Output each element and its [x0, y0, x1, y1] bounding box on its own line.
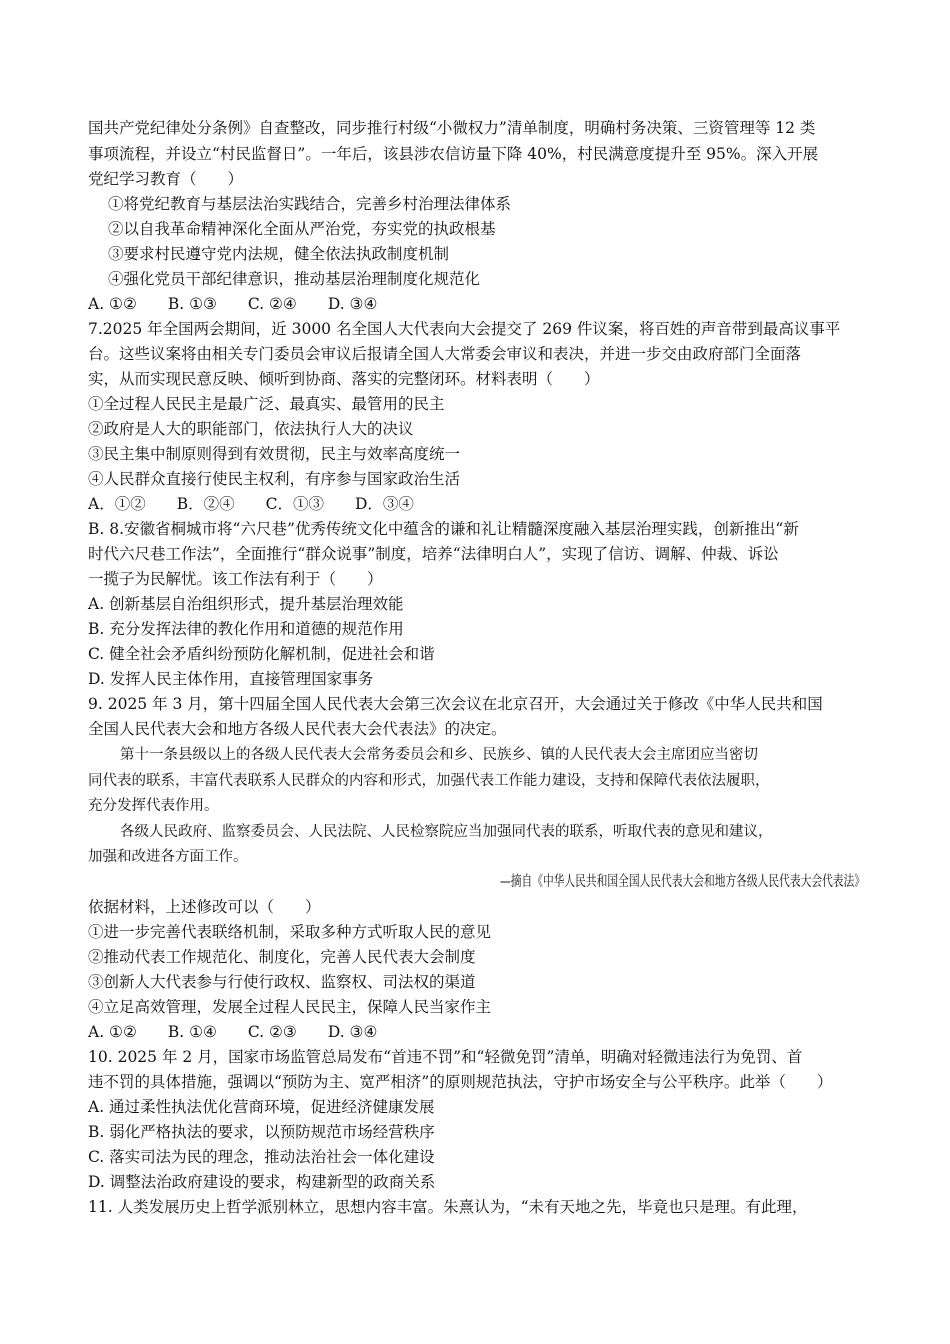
q8-option-c: C. 健全社会矛盾纠纷预防化解机制，促进社会和谐 [88, 645, 435, 663]
q9-excerpt-line-1: 第十一条县级以上的各级人民代表大会常务委员会和乡、民族乡、镇的人民代表大会主席团应当密切 [120, 747, 758, 763]
q6-stem-line-2: 事项流程，并设立“村民监督日”。一年后，该县涉农信访量下降 40%，村民满意度提升至 95%。深入开展 [88, 145, 819, 163]
q9-excerpt-source: —摘自《中华人民共和国全国人民代表大会和地方各级人民代表大会代表法》 [500, 874, 866, 890]
q9-options: A. ①② B. ①④ C. ②③ D. ③④ [88, 1023, 378, 1041]
q7-statement-2: ②政府是人大的职能部门，依法执行人大的决议 [88, 420, 414, 438]
q9-excerpt-line-3: 充分发挥代表作用。 [88, 798, 219, 814]
q9-statement-3: ③创新人大代表参与行使行政权、监察权、司法权的渠道 [88, 973, 476, 991]
q8-stem-line-2: 时代六尺巷工作法”，全面推行“群众说事”制度，培养“法律明白人”，实现了信访、调解、仲裁、诉讼 [88, 545, 779, 563]
q9-question: 依据材料，上述修改可以（ ） [88, 898, 321, 916]
q9-stem-line-2: 全国人民代表大会和地方各级人民代表大会代表法》的决定。 [88, 720, 507, 738]
q7-statement-1: ①全过程人民民主是最广泛、最真实、最管用的民主 [88, 395, 445, 413]
q8-option-d: D. 发挥人民主体作用，直接管理国家事务 [88, 670, 374, 688]
q10-option-c: C. 落实司法为民的理念，推动法治社会一体化建设 [88, 1148, 435, 1166]
q9-excerpt-line-4: 各级人民政府、监察委员会、人民法院、人民检察院应当加强同代表的联系，听取代表的意见和建议， [120, 824, 773, 840]
q6-options: A. ①② B. ①③ C. ②④ D. ③④ [88, 295, 378, 313]
q9-excerpt-line-5: 加强和改进各方面工作。 [88, 849, 248, 865]
q7-statement-4: ④人民群众直接行使民主权利，有序参与国家政治生活 [88, 470, 461, 488]
q6-statement-1: ①将党纪教育与基层法治实践结合，完善乡村治理法律体系 [108, 195, 512, 213]
q10-option-b: B. 弱化严格执法的要求，以预防规范市场经营秩序 [88, 1123, 435, 1141]
q10-option-a: A. 通过柔性执法优化营商环境，促进经济健康发展 [88, 1098, 435, 1116]
q6-stem-line-3: 党纪学习教育（ ） [88, 170, 244, 188]
q9-excerpt-line-2: 同代表的联系，丰富代表联系人民群众的内容和形式，加强代表工作能力建设，支持和保障代表依法履职， [88, 773, 770, 789]
q8-option-a: A. 创新基层自治组织形式，提升基层治理效能 [88, 595, 404, 613]
q7-stem-line-2: 台。这些议案将由相关专门委员会审议后报请全国人大常委会审议和表决，并进一步交由政府部门全面落 [88, 345, 802, 363]
q9-statement-2: ②推动代表工作规范化、制度化，完善人民代表大会制度 [88, 948, 476, 966]
q10-stem-line-1: 10. 2025 年 2 月，国家市场监管总局发布“首违不罚”和“轻微免罚”清单，明确对轻微违法行为免罚、首 [88, 1048, 803, 1066]
q6-statement-3: ③要求村民遵守党内法规，健全依法执政制度机制 [108, 245, 450, 263]
q8-stem-line-3: 一揽子为民解忧。该工作法有利于（ ） [88, 570, 383, 588]
q7-options: A．①② B．②④ C．①③ D．③④ [88, 495, 414, 513]
q6-statement-4: ④强化党员干部纪律意识，推动基层治理制度化规范化 [108, 270, 481, 288]
q6-statement-2: ②以自我革命精神深化全面从严治党，夯实党的执政根基 [108, 220, 496, 238]
q10-option-d: D. 调整法治政府建设的要求，构建新型的政商关系 [88, 1173, 436, 1191]
q8-option-b: B. 充分发挥法律的教化作用和道德的规范作用 [88, 620, 404, 638]
q8-stem-line-1: B. 8.安徽省桐城市将“六尺巷”优秀传统文化中蕴含的谦和礼让精髓深度融入基层治理实践，创新推出“新 [88, 520, 799, 538]
q10-stem-line-2: 违不罚的具体措施，强调以“预防为主、宽严相济”的原则规范执法，守护市场安全与公平秩序。此举（ ） [88, 1073, 833, 1091]
q7-stem-line-1: 7.2025 年全国两会期间，近 3000 名全国人大代表向大会提交了 269 件议案，将百姓的声音带到最高议事平 [88, 320, 841, 338]
q9-stem-line-1: 9. 2025 年 3 月，第十四届全国人民代表大会第三次会议在北京召开，大会通过关于修改《中华人民共和国 [88, 695, 823, 713]
q9-statement-4: ④立足高效管理，发展全过程人民民主，保障人民当家作主 [88, 998, 492, 1016]
q7-stem-line-3: 实，从而实现民意反映、倾听到协商、落实的完整闭环。材料表明（ ） [88, 370, 600, 388]
q7-statement-3: ③民主集中制原则得到有效贯彻，民主与效率高度统一 [88, 445, 461, 463]
q9-statement-1: ①进一步完善代表联络机制，采取多种方式听取人民的意见 [88, 923, 492, 941]
q11-stem-line-1: 11. 人类发展历史上哲学派别林立，思想内容丰富。朱熹认为，“未有天地之先，毕竟也只是理。有此理， [88, 1198, 808, 1216]
q6-stem-line-1: 国共产党纪律处分条例》自查整改，同步推行村级“小微权力”清单制度，明确村务决策、三资管理等 12 类 [88, 119, 816, 137]
